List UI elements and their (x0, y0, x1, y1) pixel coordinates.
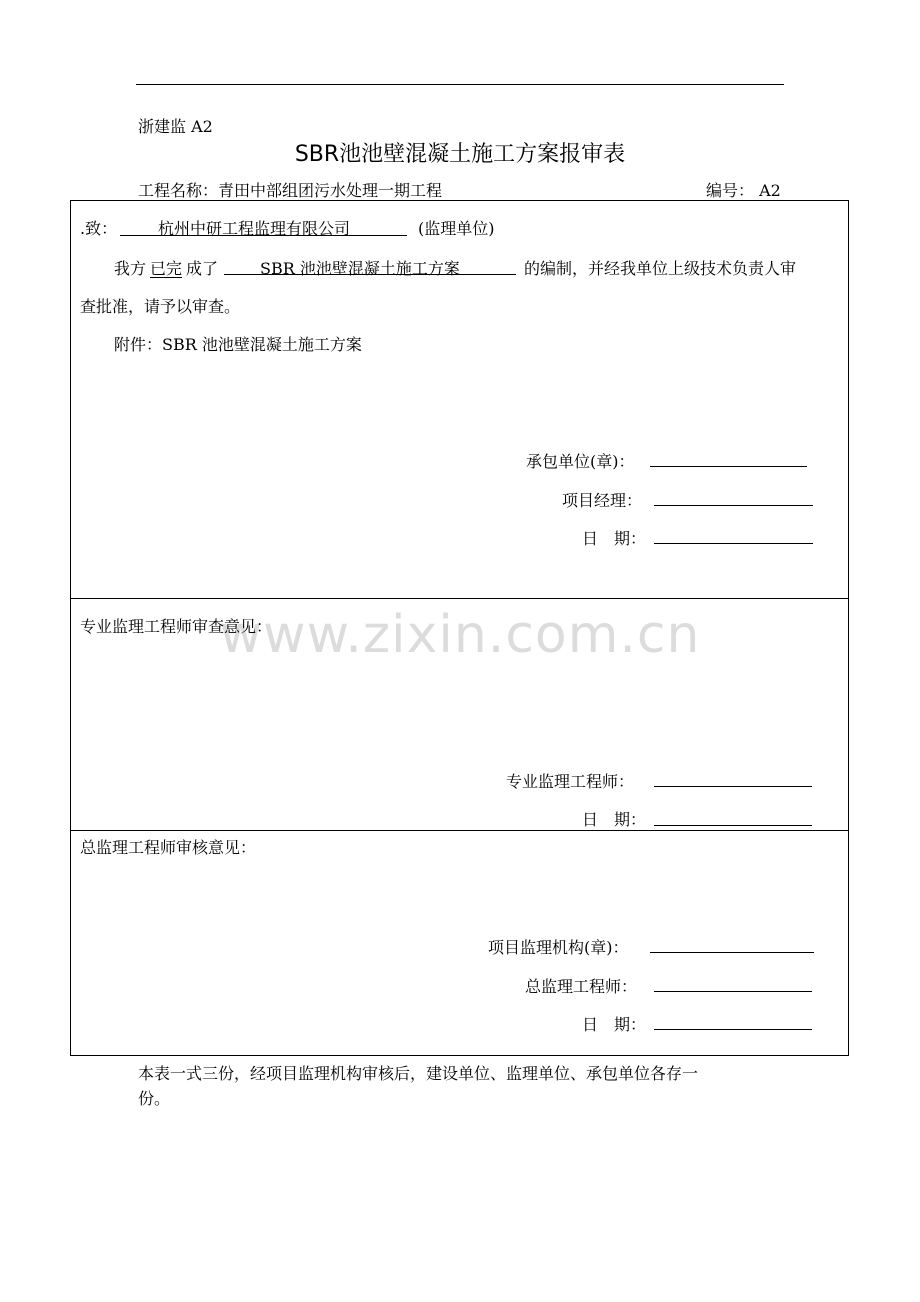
statement-we: 我方 (114, 259, 147, 278)
chief-engineer-line (654, 991, 812, 992)
section2-date-line (654, 825, 812, 826)
project-manager-label: 项目经理： (562, 491, 643, 510)
statement-rest: 的编制，并经我单位上级技术负责人审 (524, 259, 797, 278)
engineer-review-heading: 专业监理工程师审查意见： (80, 617, 273, 636)
section1-date-label: 日 期： (582, 529, 647, 548)
section2-date-label: 日 期： (582, 810, 647, 829)
addressee-unit: 杭州中研工程监理有限公司 (158, 219, 351, 238)
statement-completed: 已完 (150, 259, 183, 278)
section3-date-label: 日 期： (582, 1015, 647, 1034)
page-title: SBR池池壁混凝土施工方案报审表 (294, 142, 626, 167)
plan-name: SBR 池池壁混凝土施工方案 (260, 259, 460, 278)
section1-date-line (654, 543, 813, 544)
engineer-label: 专业监理工程师： (506, 772, 635, 791)
chief-engineer-label: 总监理工程师： (525, 977, 638, 996)
section3-date-line (654, 1029, 812, 1030)
contractor-seal-line (650, 466, 807, 467)
addressee-prefix: .致： (80, 219, 118, 238)
supervision-org-line (650, 952, 814, 953)
form-number: 编号： A2 (706, 181, 781, 200)
engineer-line (654, 786, 812, 787)
form-code: 浙建监 A2 (138, 117, 213, 136)
footer-note-line2: 份。 (138, 1089, 171, 1108)
section-divider-1 (70, 598, 849, 599)
footer-note-line1: 本表一式三份，经项目监理机构审核后，建设单位、监理单位、承包单位各存一 (138, 1064, 699, 1083)
chief-review-heading: 总监理工程师审核意见： (80, 838, 257, 857)
contractor-seal-label: 承包单位(章)： (526, 452, 635, 471)
supervision-org-label: 项目监理机构(章)： (488, 938, 629, 957)
section-divider-2 (70, 830, 849, 831)
top-rule (136, 84, 784, 85)
attachment: 附件：SBR 池池壁混凝土施工方案 (114, 335, 362, 354)
statement-verb: 成了 (186, 259, 219, 278)
project-name: 工程名称：青田中部组团污水处理一期工程 (138, 181, 443, 200)
statement-line2: 查批准，请予以审查。 (80, 297, 241, 316)
watermark: www.zixin.com.cn (219, 605, 701, 665)
project-manager-line (654, 505, 813, 506)
addressee-suffix: (监理单位) (418, 219, 495, 238)
